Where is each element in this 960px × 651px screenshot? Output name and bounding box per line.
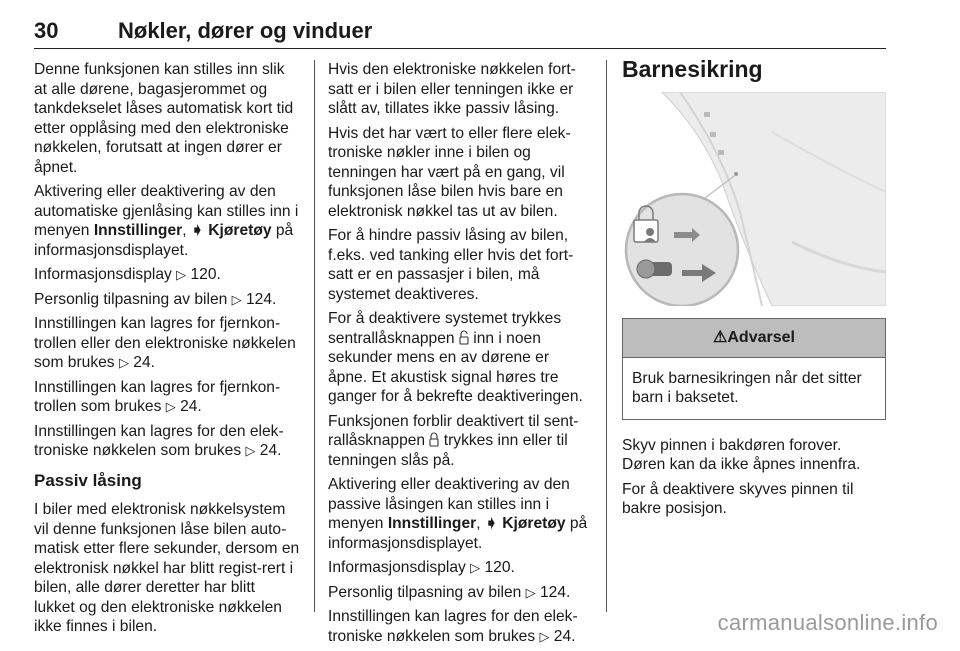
text: Funksjonen forblir deaktivert til sent-rallåsknappen <box>328 412 579 449</box>
paragraph: Hvis den elektroniske nøkkelen fort-satt er i bilen eller tenningen ikke er slått av, tillates ikke passiv låsing. <box>328 61 576 117</box>
paragraph: Skyv pinnen i bakdøren forover. Døren kan da ikke åpnes innenfra. <box>622 436 861 473</box>
text: Aktivering eller deaktivering av den passive låsingen kan stilles inn i menyen <box>328 476 570 532</box>
page-ref: 24. <box>255 442 282 459</box>
column-divider <box>314 60 315 612</box>
page-ref: 124. <box>535 583 571 601</box>
warning-text: Bruk barnesikringen når det sitter barn i baksetet. <box>632 369 862 406</box>
paragraph <box>328 412 590 471</box>
page-ref: 24. <box>128 354 155 371</box>
page-ref: 24. <box>175 398 202 415</box>
column-1 <box>34 60 300 642</box>
text: Innstillingen kan lagres for fjernkon-trollen eller den elektroniske nøkkelen som brukes <box>34 315 296 371</box>
text: Innstillingen kan lagres for fjernkon-trollen som brukes <box>34 378 281 415</box>
page-ref: 120. <box>186 266 221 283</box>
ref-arrow-icon: ▷ <box>231 291 242 307</box>
warning-title: Advarsel <box>727 328 795 346</box>
page-header <box>34 14 886 49</box>
paragraph <box>328 475 590 553</box>
text: Informasjonsdisplay <box>328 559 471 576</box>
lock-button-icon <box>459 330 469 345</box>
paragraph: Denne funksjonen kan stilles inn slik at alle dørene, bagasjerommet og tankdekselet låses automatisk kort tid etter opplåsing med den elektroniske nøkkelen, forutsatt at ingen dører er åpnet. <box>34 61 294 176</box>
text: trykkes inn eller til tenningen slås på. <box>328 432 568 469</box>
child-lock-illustration <box>622 92 886 306</box>
menu-arrow-icon: ➧ <box>190 222 204 239</box>
warning-triangle-icon: ⚠ <box>713 328 728 346</box>
section-heading: Barnesikring <box>622 56 763 82</box>
text: Innstillingen kan lagres for den elek-troniske nøkkelen som brukes <box>34 422 284 459</box>
ref-arrow-icon: ▷ <box>118 355 129 370</box>
paragraph <box>328 607 590 646</box>
ref-arrow-icon: ▷ <box>245 443 256 458</box>
paragraph: For å deaktivere skyves pinnen til bakre posisjon. <box>622 480 854 517</box>
column-3 <box>622 56 886 524</box>
menu-label: Kjøretøy <box>497 515 566 532</box>
paragraph: For å hindre passiv låsing av bilen, f.eks. ved tanking eller hvis det fort-satt er en passasjer i bilen, må systemet deaktiveres. <box>328 227 574 303</box>
menu-arrow-icon: ➧ <box>484 515 498 532</box>
paragraph <box>34 314 300 373</box>
warning-header <box>623 319 885 358</box>
paragraph <box>328 309 590 407</box>
column-2 <box>328 60 590 651</box>
text: Informasjonsdisplay <box>34 266 177 283</box>
watermark: carmanualsonline.info <box>717 610 938 635</box>
text: Innstillingen kan lagres for den elek-troniske nøkkelen som brukes <box>328 608 578 645</box>
paragraph <box>34 422 300 461</box>
text: Aktivering eller deaktivering av den automatiske gjenlåsing kan stilles inn i menyen <box>34 183 299 239</box>
section-heading: Passiv låsing <box>34 470 142 490</box>
text: på informasjonsdisplayet. <box>34 222 294 259</box>
menu-label: Innstillinger <box>387 515 477 532</box>
ref-arrow-icon: ▷ <box>525 584 536 600</box>
paragraph: Hvis det har vært to eller flere elek-troniske nøkler inne i bilen og tenningen har vært på en gang, vil funksjonen låse bilen hvis bare en elektronisk nøkkel tas ut av bilen. <box>328 124 571 220</box>
cross-reference <box>328 558 590 578</box>
text: Personlig tilpasning av bilen <box>34 290 232 308</box>
cross-reference <box>34 290 300 310</box>
lock-button-icon <box>429 432 439 447</box>
page-title: Nøkler, dører og vinduer <box>118 18 373 43</box>
cross-reference <box>34 265 300 285</box>
cross-reference <box>328 583 590 603</box>
ref-arrow-icon: ▷ <box>165 399 176 414</box>
page-ref: 24. <box>549 627 576 645</box>
door-illustration <box>622 92 886 306</box>
paragraph <box>34 182 300 260</box>
column-divider <box>606 60 607 612</box>
text: , <box>476 515 485 532</box>
ref-arrow-icon: ▷ <box>176 267 187 282</box>
page-number: 30 <box>34 18 59 43</box>
paragraph: I biler med elektronisk nøkkelsystem vil denne funksjonen låse bilen auto-matisk etter flere sekunder, dersom en elektronisk nøkkel har blitt regist-rert i bilen, alle dører deretter har blitt lukket og den elektroniske nøkkelen ikke finnes i bilen. <box>34 501 300 635</box>
text: For å deaktivere systemet trykkes sentrallåsknappen <box>328 310 562 347</box>
page-ref: 120. <box>480 559 515 576</box>
ref-arrow-icon: ▷ <box>470 560 481 575</box>
text: , <box>182 222 191 239</box>
menu-label: Innstillinger <box>93 222 183 239</box>
paragraph <box>34 378 300 417</box>
page-ref: 124. <box>241 290 277 308</box>
text: inn i noen sekunder mens en av dørene er åpne. Et akustisk signal høres tre ganger for å bekrefte deaktiveringen. <box>328 329 583 405</box>
text: Personlig tilpasning av bilen <box>328 583 526 601</box>
warning-box <box>622 318 886 420</box>
menu-label: Kjøretøy <box>203 222 272 239</box>
ref-arrow-icon: ▷ <box>539 628 550 644</box>
text: på informasjonsdisplayet. <box>328 515 588 552</box>
